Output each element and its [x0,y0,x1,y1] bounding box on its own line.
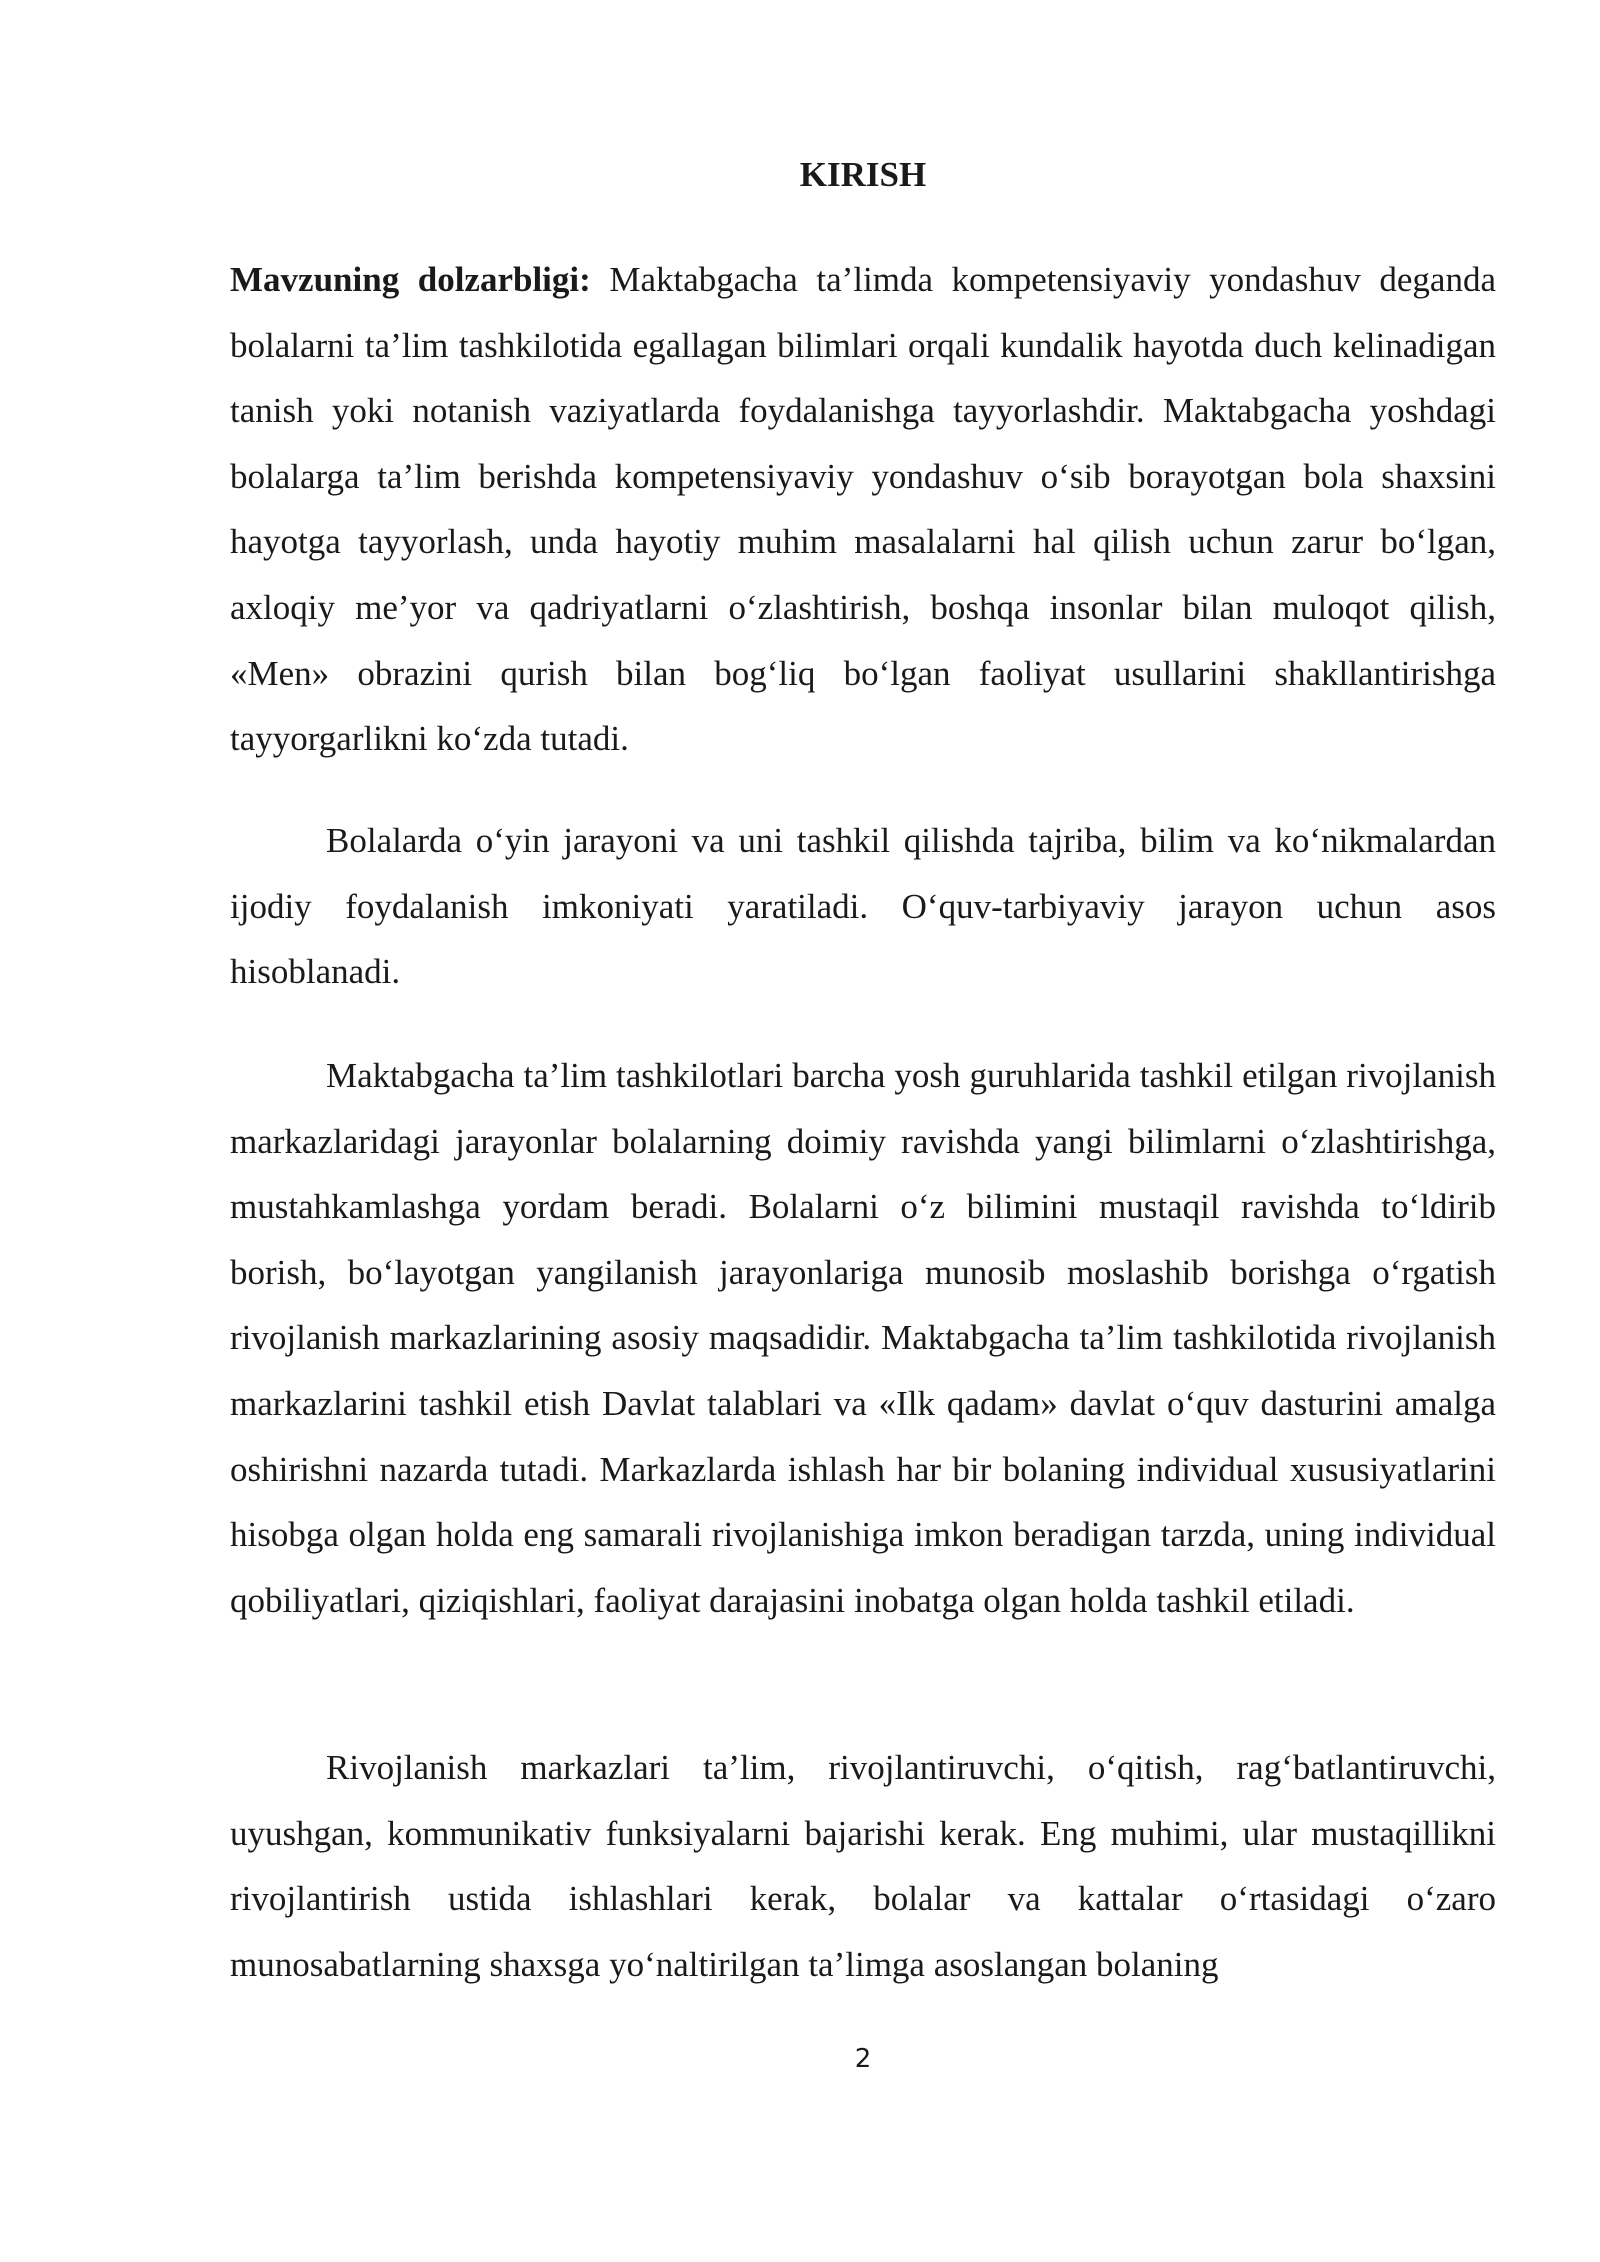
paragraph-lead-label: Mavzuning dolzarbligi: [230,260,591,299]
paragraph-center-functions: Rivojlanish markazlari ta’lim, rivojlantiruvchi, o‘qitish, rag‘batlantiruvchi, uyushgan, kommunikativ funksiyalarni bajarishi kerak. Eng muhimi, ular mustaqillikni rivojlantirish ustida ishlashlari kerak, bolalar va kattalar o‘rtasidagi o‘zaro munosabatlarning shaxsga yo‘naltirilgan ta’limga asoslangan bolaning [230,1748,1496,1984]
page-heading: KIRISH [799,155,927,194]
paragraph-development-centers: Maktabgacha ta’lim tashkilotlari barcha yosh guruhlarida tashkil etilgan rivojlanish markazlaridagi jarayonlar bolalarning doimiy ravishda yangi bilimlarni o‘zlashtirishga, mustahkamlashga yordam beradi. Bolalarni o‘z bilimini mustaqil ravishda to‘ldirib borish, bo‘layotgan yangilanish jarayonlariga munosib moslashib borishga o‘rgatish rivojlanish markazlarining asosiy maqsadidir. Maktabgacha ta’lim tashkilotida rivojlanish markazlarini tashkil etish Davlat talablari va «Ilk qadam» davlat o‘quv dasturini amalga oshirishni nazarda tutadi. Markazlarda ishlash har bir bolaning individual xususiyatlarini hisobga olgan holda eng samarali rivojlanishiga imkon beradigan tarzda, uning individual qobiliyatlari, qiziqishlari, faoliyat darajasini inobatga olgan holda tashkil etiladi. [230,1056,1496,1620]
document-page [230,0,1496,2262]
page-number: 2 [854,2044,872,2074]
paragraph-play-process: Bolalarda o‘yin jarayoni va uni tashkil qilishda tajriba, bilim va ko‘nikmalardan ijodiy foydalanish imkoniyati yaratiladi. O‘quv-tarbiyaviy jarayon uchun asos hisoblanadi. [230,821,1496,992]
paragraph-body-text: Maktabgacha ta’limda kompetensiyaviy yondashuv deganda bolalarni ta’lim tashkilotida egallagan bilimlari orqali kundalik hayotda duch kelinadigan tanish yoki notanish vaziyatlarda foydalanishga tayyorlashdir. Maktabgacha yoshdagi bolalarga ta’lim berishda kompetensiyaviy yondashuv o‘sib borayotgan bola shaxsini hayotga tayyorlash, unda hayotiy muhim masalalarni hal qilish uchun zarur bo‘lgan, axloqiy me’yor va qadriyatlarni o‘zlashtirish, boshqa insonlar bilan muloqot qilish, «Men» obrazini qurish bilan bog‘liq bo‘lgan faoliyat usullarini shakllantirishga tayyorgarlikni ko‘zda tutadi. [230,260,1496,759]
paragraph-relevance [230,247,1496,772]
